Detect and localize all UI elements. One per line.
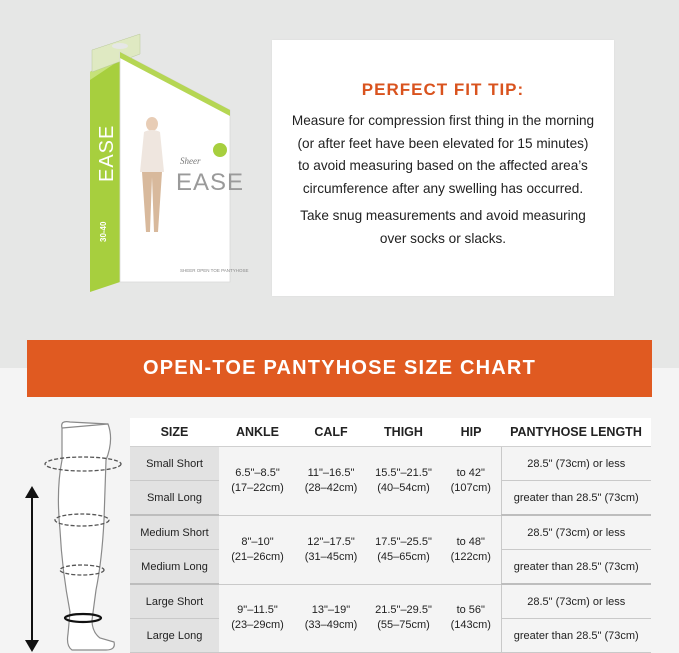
- thigh-cell: 21.5"–29.5" (55–75cm): [366, 584, 441, 653]
- size-cell: Small Long: [130, 481, 219, 516]
- table-row: [130, 584, 651, 619]
- fit-tip-card: [272, 40, 614, 296]
- hip-cell: to 42" (107cm): [441, 447, 501, 516]
- length-cell: greater than 28.5" (73cm): [501, 481, 651, 516]
- size-badge: [213, 143, 227, 157]
- size-chart-title: OPEN-TOE PANTYHOSE SIZE CHART: [143, 357, 536, 379]
- table-header-row: [130, 418, 651, 447]
- length-cell: 28.5" (73cm) or less: [501, 515, 651, 550]
- header-calf: CALF: [296, 418, 366, 447]
- box-size-badge-text: 30-40: [99, 221, 108, 242]
- box-bottom-label: SHEER OPEN TOE PANTYHOSE: [180, 268, 249, 273]
- thigh-cell: 17.5"–25.5" (45–65cm): [366, 515, 441, 584]
- hip-cell: to 48" (122cm): [441, 515, 501, 584]
- size-chart-banner: [27, 340, 652, 397]
- table-row: [130, 515, 651, 550]
- box-brand-front: EASE: [176, 169, 245, 196]
- header-pantyhose-length: PANTYHOSE LENGTH: [501, 418, 651, 447]
- ankle-cell: 8"–10" (21–26cm): [219, 515, 296, 584]
- calf-cell: 12"–17.5" (31–45cm): [296, 515, 366, 584]
- length-cell: greater than 28.5" (73cm): [501, 619, 651, 653]
- tip-paragraph-1: Measure for compression first thing in the morning (or after feet have been elevated for 15 minutes) to avoid measuring based on the affected area’s circumference after any swelling has occurred.: [291, 113, 595, 196]
- length-cell: 28.5" (73cm) or less: [501, 584, 651, 619]
- table-row: [130, 447, 651, 481]
- size-cell: Medium Long: [130, 550, 219, 585]
- tip-title: PERFECT FIT TIP:: [361, 80, 525, 99]
- box-script-word: Sheer: [180, 156, 201, 166]
- ankle-cell: 6.5"–8.5" (17–22cm): [219, 447, 296, 516]
- header-thigh: THIGH: [366, 418, 441, 447]
- size-cell: Large Long: [130, 619, 219, 653]
- product-box-image: [80, 32, 249, 292]
- leg-measurement-diagram: [10, 420, 130, 652]
- tip-paragraph-2: Take snug measurements and avoid measuring over socks or slacks.: [300, 208, 586, 246]
- header-size: SIZE: [130, 418, 219, 447]
- ankle-cell: 9"–11.5" (23–29cm): [219, 584, 296, 653]
- calf-cell: 11"–16.5" (28–42cm): [296, 447, 366, 516]
- calf-cell: 13"–19" (33–49cm): [296, 584, 366, 653]
- thigh-cell: 15.5"–21.5" (40–54cm): [366, 447, 441, 516]
- size-cell: Medium Short: [130, 515, 219, 550]
- header-hip: HIP: [441, 418, 501, 447]
- size-chart-table: [130, 418, 651, 653]
- header-ankle: ANKLE: [219, 418, 296, 447]
- length-cell: 28.5" (73cm) or less: [501, 447, 651, 481]
- hip-cell: to 56" (143cm): [441, 584, 501, 653]
- size-cell: Large Short: [130, 584, 219, 619]
- length-cell: greater than 28.5" (73cm): [501, 550, 651, 585]
- box-brand-vertical: EASE: [96, 124, 118, 182]
- size-cell: Small Short: [130, 447, 219, 481]
- tip-body: [290, 110, 596, 255]
